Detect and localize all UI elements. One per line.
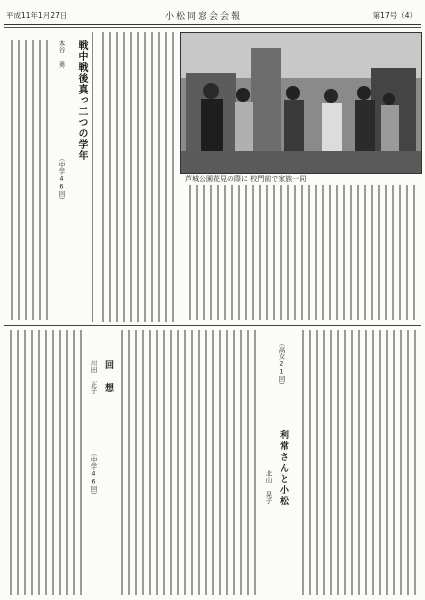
text-lines bbox=[185, 185, 420, 320]
issue-number: 第17号（4） bbox=[372, 11, 417, 20]
article-author-toshitsune: 北山 晃子 bbox=[264, 470, 273, 504]
page-header bbox=[0, 0, 425, 30]
article-title-recollect: 回 想 bbox=[103, 360, 113, 394]
article-body-lower-mid bbox=[120, 330, 260, 595]
article-author-left: 本谷 勇 bbox=[57, 40, 66, 68]
text-lines bbox=[6, 330, 86, 595]
article-body-lower-left bbox=[6, 330, 86, 595]
column-divider bbox=[92, 32, 93, 322]
article-class-left: （中学46回） bbox=[57, 155, 66, 204]
article-class-recollect: （中学46回） bbox=[89, 450, 98, 499]
article-title-toshitsune: 利常さんと小松 bbox=[278, 430, 288, 507]
section-rule bbox=[4, 325, 421, 326]
photo-image bbox=[181, 33, 421, 173]
text-lines bbox=[295, 330, 420, 595]
article-author-recollect: 川田 正子 bbox=[89, 360, 98, 394]
header-rule bbox=[4, 24, 421, 25]
article-body-left bbox=[6, 40, 54, 320]
header-rule-thin bbox=[4, 27, 421, 28]
text-lines bbox=[96, 32, 178, 322]
text-lines bbox=[6, 40, 54, 320]
photo-caption: 芦城公園花見の際に 校門前で家族一同 bbox=[185, 175, 307, 183]
article-body-upper-mid bbox=[96, 32, 178, 322]
text-lines bbox=[120, 330, 260, 595]
article-class-toshitsune: （高女21回） bbox=[277, 340, 286, 389]
family-photo bbox=[180, 32, 422, 174]
article-title-left: 戦中戦後真っ二つの学年 bbox=[76, 40, 87, 161]
article-body-lower-right bbox=[295, 330, 420, 595]
newsletter-title: 小松同窓会会報 bbox=[165, 12, 243, 22]
article-body-upper-right bbox=[185, 185, 420, 320]
issue-date: 平成11年1月27日 bbox=[6, 11, 68, 20]
